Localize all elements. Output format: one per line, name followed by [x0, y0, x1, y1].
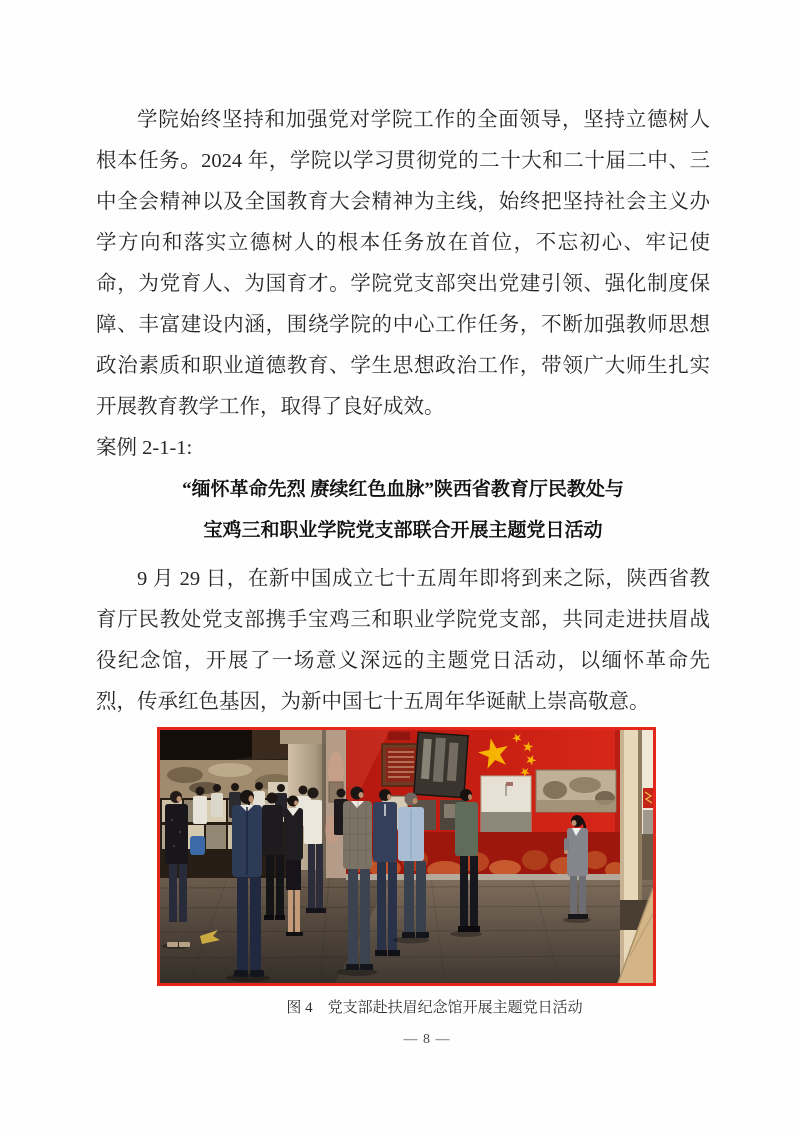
case-title-line-1: “缅怀革命先烈 赓续红色血脉”陕西省教育厅民教处与	[182, 479, 624, 500]
case-title-line-2: 宝鸡三和职业学院党支部联合开展主题党日活动	[203, 520, 603, 541]
memorial-hall-photo	[157, 727, 656, 986]
figure-caption: 图 4 党支部赴扶眉纪念馆开展主题党日活动	[286, 1000, 583, 1016]
body-paragraph-2: 9 月 29 日，在新中国成立七十五周年即将到来之际，陕西省教育厅民教处党支部携手宝鸡三和职业学院党支部，共同走进扶眉战役纪念馆，开展了一场意义深远的主题党日活动，以缅怀革命先烈，传承红色基因，为新中国七十五周年华诞献上崇高敬意。	[96, 568, 710, 713]
blue-bag	[190, 836, 205, 855]
case-title	[96, 469, 710, 551]
doorway	[618, 730, 653, 983]
body-paragraph-1: 学院始终坚持和加强党对学院工作的全面领导，坚持立德树人根本任务。2024 年，学院以学习贯彻党的二十大和二十届二中、三中全会精神以及全国教育大会精神为主线，始终把坚持社会主义办学方向和落实立德树人的根本任务放在首位，不忘初心、牢记使命，为党育人、为国育才。学院党支部突出党建引领、强化制度保障、丰富建设内涵，围绕学院的中心工作任务，不断加强教师思想政治素质和职业道德教育、学生思想政治工作，带领广大师生扎实开展教育教学工作，取得了良好成效。	[96, 109, 710, 418]
memorial-hall-photo-art	[160, 730, 653, 983]
page-number: — 8 —	[403, 1032, 451, 1047]
case-label: 案例 2-1-1:	[96, 437, 193, 459]
